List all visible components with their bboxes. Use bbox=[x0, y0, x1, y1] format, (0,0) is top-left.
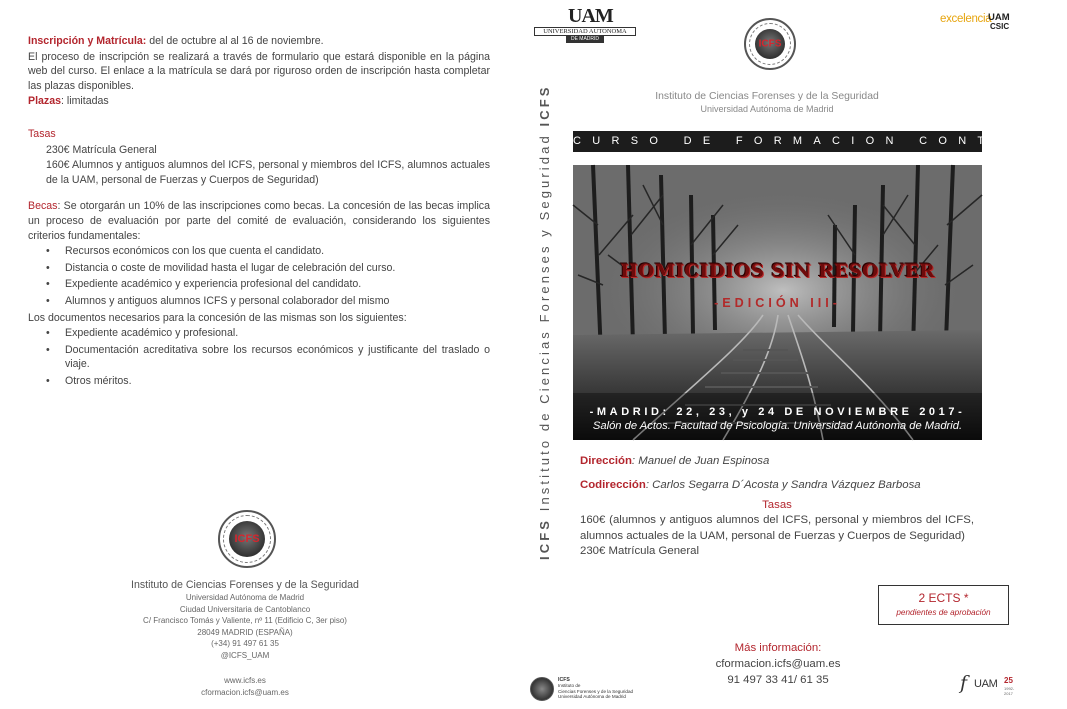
spine-text bbox=[537, 84, 552, 560]
footer-logo-text: ICFS Instituto de Ciencias Forenses y de la Seguridad Universidad Autónoma de Madrid bbox=[558, 677, 634, 700]
excelencia-uam: UAM bbox=[988, 12, 1010, 23]
plazas-label: Plazas bbox=[28, 95, 61, 108]
inscripcion-label: Inscripción y Matrícula: bbox=[28, 35, 147, 47]
tasa-reducida: 160€ Alumnos y antiguos alumnos del ICFS, personal y miembros del ICFS, alumnos actuales de la UAM, personal de Fuerzas y Cuerpos de Seguridad) bbox=[46, 159, 490, 186]
proceso-paragraph: El proceso de inscripción se realizará a través de formulario que estará disponible en la página web del curso. El enlace a la matrícula se dará por riguroso orden de inscripción hasta completar las plazas disponibles. bbox=[28, 50, 490, 92]
excelencia-csic: CSIC bbox=[990, 22, 1010, 31]
address-line: Universidad Autónoma de Madrid bbox=[185, 593, 305, 602]
left-panel bbox=[28, 34, 490, 390]
footer-seal-icon bbox=[530, 677, 554, 701]
direccion-value: : Manuel de Juan Espinosa bbox=[631, 455, 770, 467]
course-dates: -MADRID: 22, 23, y 24 DE NOVIEMBRE 2017- bbox=[589, 406, 966, 418]
seal-label: ICFS bbox=[234, 533, 260, 545]
excelencia-logo bbox=[940, 13, 1010, 35]
more-info bbox=[660, 640, 896, 688]
list-item: • Distancia o coste de movilidad hasta el lugar de celebración del curso. bbox=[46, 261, 490, 276]
list-item: • Otros méritos. bbox=[46, 374, 490, 389]
codireccion-label: Codirección bbox=[580, 479, 646, 492]
becas-label: Becas bbox=[28, 200, 58, 213]
website-link[interactable]: www.icfs.es bbox=[224, 676, 266, 685]
list-item: • Expediente académico y experiencia profesional del candidato. bbox=[46, 277, 490, 292]
more-info-phone: 91 497 33 41/ 61 35 bbox=[727, 674, 829, 686]
course-type-bar: CURSO DE FORMACION CONTINUA bbox=[573, 131, 982, 152]
inscripcion-text: del de octubre al al 16 de noviembre. bbox=[146, 35, 324, 47]
direccion-label: Dirección bbox=[580, 455, 632, 467]
address-phone: (+34) 91 497 61 35 bbox=[211, 639, 279, 648]
docs-paragraph: Los documentos necesarios para la concesión de las mismas son los siguientes: bbox=[28, 311, 407, 324]
course-title: HOMICIDIOS SIN RESOLVER bbox=[620, 261, 935, 282]
becas-criteria-list bbox=[28, 244, 490, 308]
fuam-logo: f UAM 25 1992-2017 bbox=[960, 672, 1015, 696]
excelencia-word: excelencia bbox=[940, 13, 992, 25]
more-info-email[interactable]: cformacion.icfs@uam.es bbox=[715, 658, 841, 670]
spine-suffix: ICFS bbox=[537, 84, 552, 127]
address-twitter: @ICFS_UAM bbox=[220, 650, 270, 660]
ects-box bbox=[878, 585, 1009, 625]
uam-logo-line: UNIVERSIDAD AUTONOMA bbox=[534, 27, 636, 36]
course-info bbox=[580, 454, 974, 559]
direccion-row bbox=[580, 454, 974, 469]
becas-text: : Se otorgarán un 10% de las inscripciones como becas. La concesión de las becas implica un proceso de evaluación por parte del comité de evaluación, considerando los siguientes criterios fundamentales: bbox=[28, 200, 490, 242]
university-name: Universidad Autónoma de Madrid bbox=[700, 104, 834, 114]
docs-list bbox=[28, 326, 490, 388]
address-institute: Instituto de Ciencias Forenses y de la Seguridad bbox=[131, 579, 359, 591]
course-venue: Salón de Actos. Facultad de Psicología. Universidad Autónoma de Madrid. bbox=[592, 420, 963, 432]
tasa-reducida-right: 160€ (alumnos y antiguos alumnos del ICFS, personal y miembros del ICFS, alumnos actuales de la UAM, personal de Fuerzas y Cuerpos de Seguridad) bbox=[580, 514, 974, 542]
uam-logo-mark: UAM bbox=[568, 5, 613, 27]
spine-middle: Instituto de Ciencias Forenses y Seguridad bbox=[537, 126, 552, 518]
codireccion-row bbox=[580, 478, 974, 493]
uam-logo-sub: DE MADRID bbox=[566, 36, 604, 43]
address-block bbox=[90, 578, 400, 698]
tasas-heading: Tasas bbox=[762, 498, 792, 511]
becas-section bbox=[28, 199, 490, 388]
plazas-text: : limitadas bbox=[60, 95, 109, 108]
list-item: • Alumnos y antiguos alumnos ICFS y personal colaborador del mismo bbox=[46, 294, 490, 309]
uam-logo bbox=[534, 5, 636, 41]
list-item: • Recursos económicos con los que cuenta el candidato. bbox=[46, 244, 490, 259]
codireccion-value: : Carlos Segarra D´Acosta y Sandra Vázquez Barbosa bbox=[645, 479, 921, 492]
list-item: • Documentación acreditativa sobre los recursos económicos y justificante del traslado o viaje. bbox=[46, 343, 490, 372]
ects-note: pendientes de aprobación bbox=[896, 608, 991, 617]
ects-credits: 2 ECTS * bbox=[918, 591, 969, 605]
seal-label: ICFS bbox=[758, 38, 782, 50]
address-line: Ciudad Universitaria de Cantoblanco bbox=[179, 604, 311, 614]
icfs-seal-logo-top bbox=[744, 18, 796, 70]
plazas-paragraph bbox=[28, 94, 490, 109]
icfs-footer-logo bbox=[530, 677, 660, 703]
icfs-seal-logo bbox=[218, 510, 276, 568]
tasa-general: 230€ Matrícula General bbox=[46, 143, 157, 156]
spine-prefix: ICFS bbox=[537, 517, 552, 560]
right-institute bbox=[600, 90, 934, 115]
more-info-heading: Más información: bbox=[734, 642, 822, 654]
inscripcion-paragraph bbox=[28, 34, 490, 49]
cover-photo bbox=[573, 165, 982, 440]
list-item: • Expediente académico y profesional. bbox=[46, 326, 490, 341]
email-link[interactable]: cformacion.icfs@uam.es bbox=[201, 687, 289, 697]
address-line: C/ Francisco Tomás y Valiente, nº 11 (Edificio C, 3er piso) bbox=[143, 616, 347, 625]
tasas-section bbox=[28, 127, 490, 187]
address-line: 28049 MADRID (ESPAÑA) bbox=[197, 627, 293, 637]
course-edition: -EDICIÓN III- bbox=[714, 296, 841, 310]
tasas-label: Tasas bbox=[28, 127, 56, 140]
tasa-general-right: 230€ Matrícula General bbox=[580, 545, 700, 558]
institute-name: Instituto de Ciencias Forenses y de la Seguridad bbox=[655, 91, 879, 102]
